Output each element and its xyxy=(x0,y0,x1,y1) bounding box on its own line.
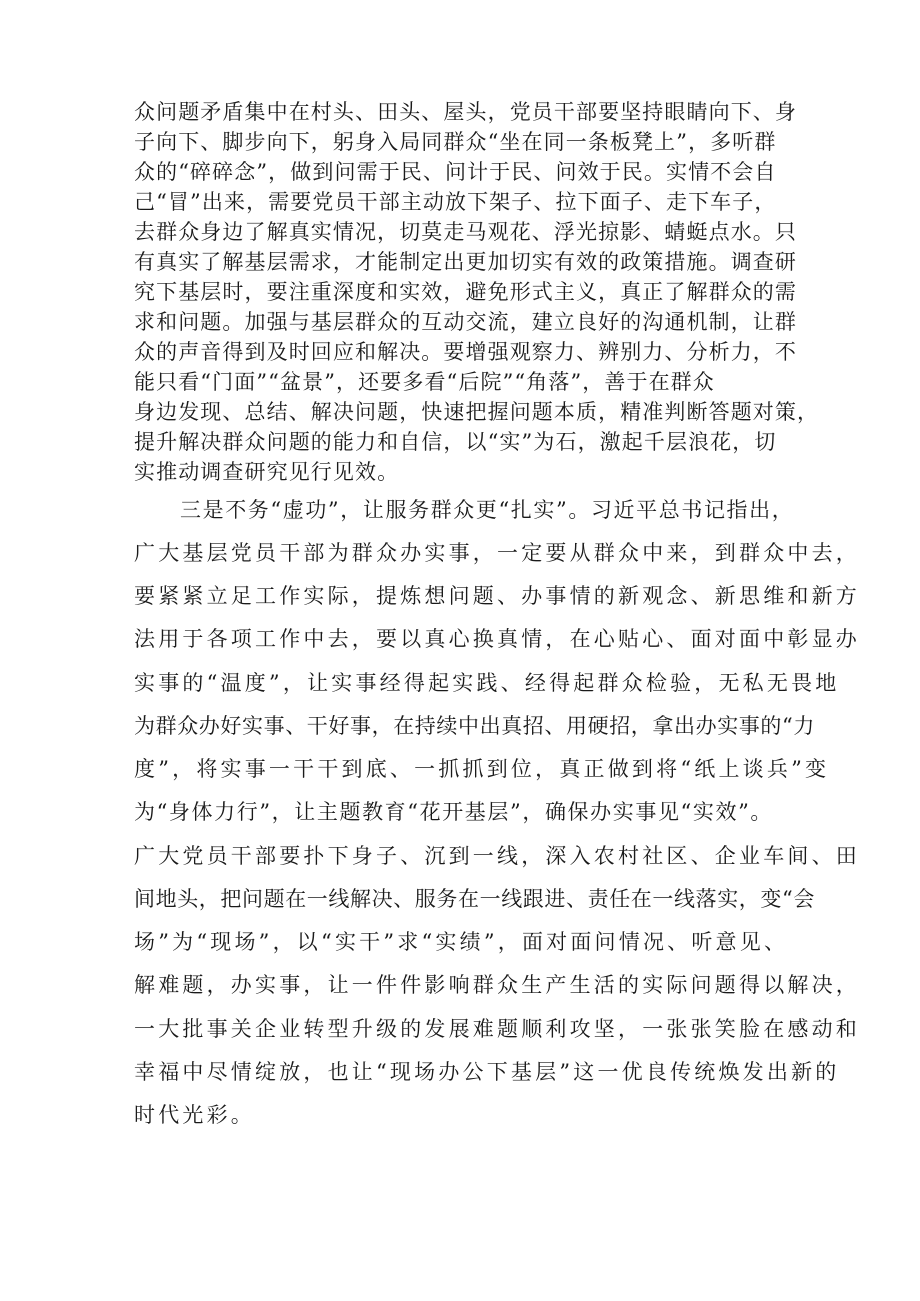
text-line: 场”为“现场”，以“实干”求“实绩”，面对面问情况、听意见、 xyxy=(134,930,789,954)
text-line: 己“冒”出来，需要党员干部主动放下架子、拉下面子、走下车子， xyxy=(134,190,777,214)
text-line: 时代光彩。 xyxy=(134,1103,255,1127)
text-line: 要紧紧立足工作实际，提炼想问题、办事情的新观念、新思维和新方 xyxy=(134,584,860,608)
text-line: 究下基层时，要注重深度和实效，避免形式主义，真正了解群众的需 xyxy=(134,280,797,304)
text-line: 身边发现、总结、解决问题，快速把握问题本质，精准判断答题对策， xyxy=(134,400,820,424)
text-line: 众的声音得到及时回应和解决。要增强观察力、辨别力、分析力，不 xyxy=(134,340,797,364)
text-line: 有真实了解基层需求，才能制定出更加切实有效的政策措施。调查研 xyxy=(134,250,797,274)
text-line: 提升解决群众问题的能力和自信，以“实”为石，激起千层浪花，切 xyxy=(134,430,777,454)
text-line: 间地头，把问题在一线解决、服务在一线跟进、责任在一线落实，变“会 xyxy=(134,887,815,911)
text-line: 实事的“温度”，让实事经得起实践、经得起群众检验，无私无畏地 xyxy=(134,671,840,695)
text-line: 一大批事关企业转型升级的发展难题顺利攻坚，一张张笑脸在感动和 xyxy=(134,1017,860,1041)
text-line: 幸福中尽情绽放，也让“现场办公下基层”这一优良传统焕发出新的 xyxy=(134,1060,840,1084)
text-line: 众的“碎碎念”，做到问需于民、问计于民、问效于民。实情不会自 xyxy=(134,160,777,184)
text-line: 众问题矛盾集中在村头、田头、屋头，党员干部要坚持眼睛向下、身 xyxy=(134,100,797,124)
text-line: 子向下、脚步向下，躬身入局同群众“坐在同一条板凳上”，多听群 xyxy=(134,130,777,154)
text-line: 广大党员干部要扑下身子、沉到一线，深入农村社区、企业车间、田 xyxy=(134,844,860,868)
text-line: 为群众办好实事、干好事，在持续中出真招、用硬招，拿出办实事的“力 xyxy=(134,714,815,738)
text-line: 实推动调查研究见行见效。 xyxy=(134,460,400,484)
text-line: 解难题，办实事，让一件件影响群众生产生活的实际问题得以解决， xyxy=(134,973,860,997)
text-line: 广大基层党员干部为群众办实事，一定要从群众中来，到群众中去， xyxy=(134,541,860,565)
text-line: 为“身体力行”，让主题教育“花开基层”，确保办实事见“实效”。 xyxy=(134,800,774,824)
text-line: 三是不务“虚功”，让服务群众更“扎实”。习近平总书记指出， xyxy=(180,498,795,522)
text-line: 度”，将实事一干干到底、一抓抓到位，真正做到将“纸上谈兵”变 xyxy=(134,757,830,781)
text-line: 去群众身边了解真实情况，切莫走马观花、浮光掠影、蜻蜓点水。只 xyxy=(134,220,797,244)
text-line: 求和问题。加强与基层群众的互动交流，建立良好的沟通机制，让群 xyxy=(134,310,797,334)
text-line: 法用于各项工作中去，要以真心换真情，在心贴心、面对面中彰显办 xyxy=(134,627,860,651)
text-line: 能只看“门面”“盆景”，还要多看“后院”“角落”，善于在群众 xyxy=(134,370,715,394)
